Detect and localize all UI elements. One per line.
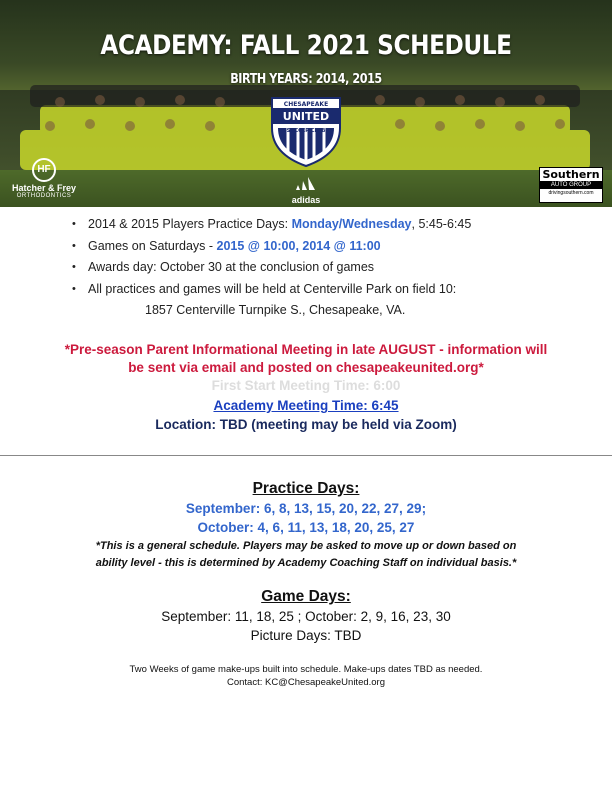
- info-bullets: [72, 214, 471, 300]
- hatcher-frey-logo: [10, 158, 78, 198]
- contact-email[interactable]: Contact: KC@ChesapeakeUnited.org: [226, 677, 386, 688]
- picture-days: Picture Days: TBD: [250, 628, 362, 643]
- practice-note-line2: ability level - this is determined by Academy Coaching Staff on individual basis.*: [95, 557, 517, 569]
- southern-sub: AUTO GROUP: [540, 181, 602, 189]
- game-dates: September: 11, 18, 25 ; October: 2, 9, 16, 23, 30: [161, 609, 451, 624]
- adidas-word: adidas: [291, 195, 321, 205]
- hf-initials: HF: [32, 158, 56, 182]
- games-heading: Game Days:: [261, 588, 351, 605]
- games-section: [40, 588, 572, 645]
- club-crest-logo: [258, 94, 354, 168]
- games-times: 2015 @ 10:00, 2014 @ 11:00: [216, 238, 381, 253]
- games-label: Games on Saturdays -: [88, 238, 217, 253]
- southern-name: Southern: [542, 168, 600, 181]
- meeting-section: [60, 341, 552, 434]
- practice-days: Monday/Wednesday: [291, 217, 412, 231]
- practice-label: 2014 & 2015 Players Practice Days:: [88, 217, 292, 231]
- meeting-notice-line1: *Pre-season Parent Informational Meeting in late AUGUST - information will: [64, 342, 548, 357]
- practice-heading: Practice Days:: [252, 480, 360, 497]
- southern-auto-logo: [539, 167, 603, 203]
- crest-text-bottom: SOCCER CLUB: [286, 128, 326, 134]
- southern-web: drivingsouthern.com: [548, 190, 594, 196]
- crest-text-top: CHESAPEAKE: [283, 101, 329, 108]
- awards-text: Awards day: October 30 at the conclusion of games: [88, 260, 375, 274]
- practice-september: September: 6, 8, 13, 15, 20, 22, 27, 29;: [185, 501, 427, 516]
- bullet-practice: [72, 214, 471, 236]
- adidas-logo: [278, 176, 334, 205]
- meeting-location: Location: TBD (meeting may be held via Zoom): [155, 417, 457, 432]
- hf-sub: ORTHODONTICS: [16, 193, 72, 199]
- bullet-location: [72, 279, 471, 301]
- academy-meeting-time-link[interactable]: Academy Meeting Time: 6:45: [213, 398, 399, 413]
- park-address: 1857 Centerville Turnpike S., Chesapeake, VA.: [145, 303, 406, 317]
- bullet-games: [72, 236, 471, 258]
- first-start-meeting-time: First Start Meeting Time: 6:00: [211, 378, 401, 393]
- practice-note-line1: *This is a general schedule. Players may be asked to move up or down based on: [95, 540, 517, 552]
- page-title: ACADEMY: FALL 2021 SCHEDULE: [100, 30, 512, 61]
- practice-october: October: 4, 6, 11, 13, 18, 20, 25, 27: [197, 520, 415, 535]
- crest-text-main: UNITED: [282, 110, 330, 123]
- meeting-notice-line2: be sent via email and posted on chesapeakeunited.org*: [128, 360, 484, 375]
- practice-time: , 5:45-6:45: [411, 217, 472, 231]
- adidas-stripes-icon: [294, 176, 318, 190]
- bullet-awards: [72, 257, 471, 279]
- footer: [40, 663, 572, 689]
- practice-section: [40, 480, 572, 572]
- location-text: All practices and games will be held at Centerville Park on field 10:: [88, 281, 457, 296]
- hf-name: Hatcher & Frey: [11, 183, 77, 193]
- section-divider: [0, 455, 612, 456]
- makeup-note: Two Weeks of game make-ups built into schedule. Make-ups dates TBD as needed.: [129, 664, 483, 675]
- page-subtitle: BIRTH YEARS: 2014, 2015: [230, 72, 382, 87]
- header-banner: [0, 0, 612, 207]
